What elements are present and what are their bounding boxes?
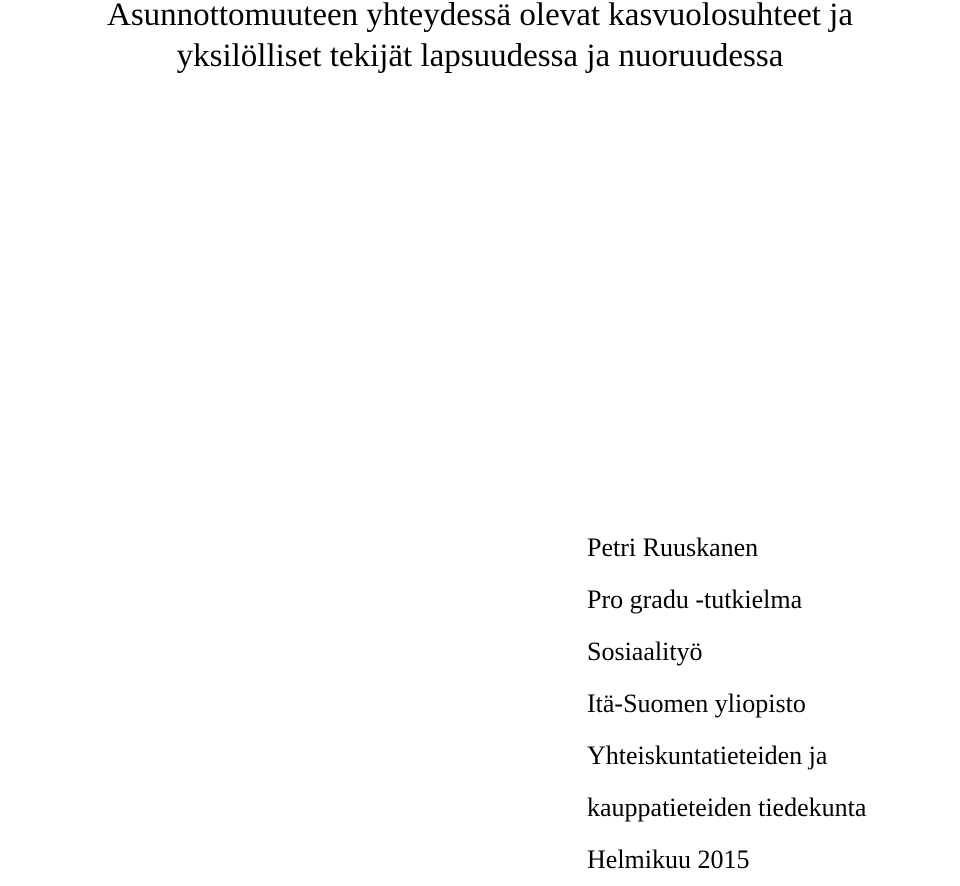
- date: Helmikuu 2015: [587, 845, 750, 874]
- author-info-block: [587, 522, 957, 886]
- title-line-1: Asunnottomuuteen yhteydessä olevat kasvuolosuhteet ja: [106, 0, 853, 33]
- thesis-type: Pro gradu -tutkielma: [587, 585, 803, 614]
- subject: Sosiaalityö: [587, 637, 703, 666]
- university: Itä-Suomen yliopisto: [587, 689, 806, 718]
- faculty-line-1: Yhteiskuntatieteiden ja: [587, 741, 828, 770]
- faculty-line-2: kauppatieteiden tiedekunta: [587, 793, 867, 822]
- title-line-2: yksilölliset tekijät lapsuudessa ja nuoruudessa: [176, 38, 784, 74]
- author-name: Petri Ruuskanen: [587, 533, 759, 562]
- document-title: [0, 0, 960, 77]
